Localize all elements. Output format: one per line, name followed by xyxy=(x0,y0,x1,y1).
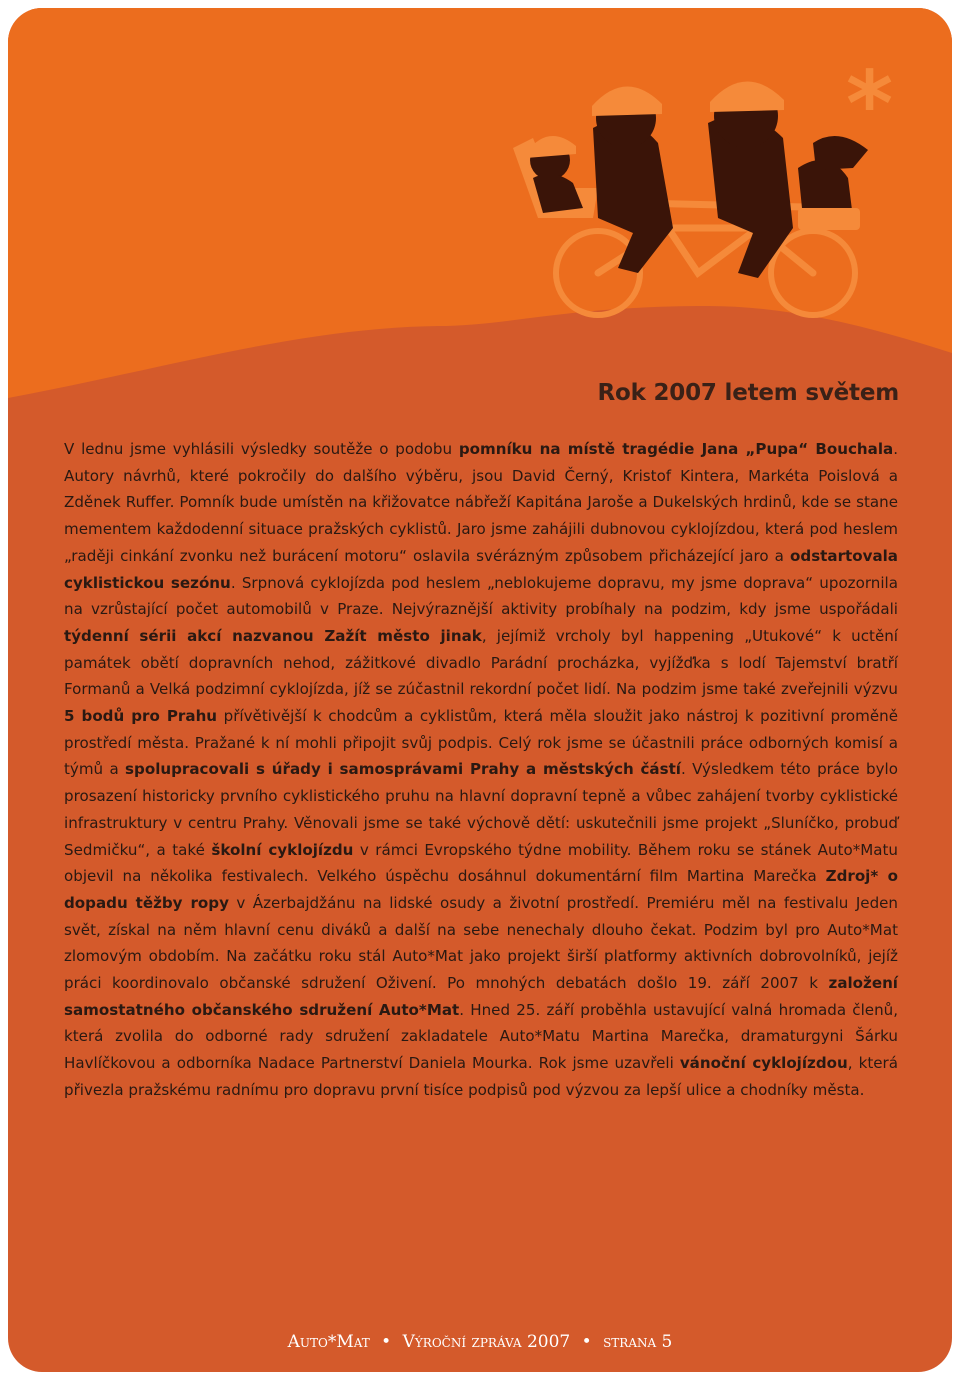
footer-bullet: • xyxy=(581,1332,592,1352)
body-text-run: , která přivezla pražskému radnímu pro dopravu první tisíce podpisů pod výzvou za lepší ulice a chodníky města. xyxy=(64,1054,898,1099)
body-highlight: spolupracovali s úřady i samosprávami Prahy a městských částí xyxy=(125,760,681,779)
page-title: Rok 2007 letem světem xyxy=(597,380,899,406)
body-highlight: týdenní sérii akcí nazvanou Zažít město jinak xyxy=(64,626,482,645)
body-text-run: . Hned 25. září proběhla ustavující valná hromada členů, která zvolila do odborné rady sdružení zakladatele Auto*Matu Martina Marečka, dramaturgyni Šárku Havlíčkovou a odborníka Nadace Partnerství Daniela Mourka. Rok jsme uzavřeli xyxy=(64,1000,899,1073)
body-text-run: přívětivější k chodcům a cyklistům, která měla sloužit jako nástroj k pozitivní proměně prostředí města. Pražané k ní mohli připojit svůj podpis. Celý rok jsme se účastnili práce odborných komisí a týmů a xyxy=(64,707,898,779)
body-paragraph xyxy=(64,436,898,1104)
body-text-run: . Autory návrhů, které pokročily do dalšího výběru, jsou David Černý, Kristof Kintera, Markéta Poislová a Zděnek Ruffer. Pomník bude umístěn na křižovatce nábřeží Kapitána Jaroše a Dukelských hrdinů, kde se stane mementem každodenní situace pražských cyklistů. Jaro jsme zahájili dubnovou cyklojízdou, která pod heslem „raději cinkání zvonku než burácení motoru“ oslavila svérázným způsobem přicházející jaro a xyxy=(64,440,898,565)
page xyxy=(8,8,952,1372)
body-highlight: vánoční cyklojízdou xyxy=(679,1054,848,1073)
body-highlight: Zdroj* o dopadu těžby ropy xyxy=(64,867,898,912)
page-footer xyxy=(8,1332,952,1352)
body-highlight: pomníku na místě tragédie Jana „Pupa“ Bouchala xyxy=(458,440,894,458)
body-highlight: odstartovala cyklistickou sezónu xyxy=(64,546,898,592)
footer-page-label: strana 5 xyxy=(603,1332,673,1352)
body-text-run: . Srpnová cyklojízda pod heslem „neblokujeme dopravu, my jsme doprava“ upozornila na vzrůstající počet automobilů v Praze. Nejvýraznější aktivity probíhaly na podzim, kdy jsme uspořádali xyxy=(64,573,898,619)
rider-one-helmet xyxy=(592,86,662,116)
body-highlight: školní cyklojízdu xyxy=(211,840,354,859)
rider-two-helmet xyxy=(710,81,784,112)
body-text-run: , jejímiž vrcholy byl happening „Utukové“ k uctění památek obětí dopravních nehod, zážitkové divadlo Parádní procházka, vyjížďka s lodí Tajemství bratří Formanů a Velká podzimní cyklojízda, jíž se zúčastnil rekordní počet lidí. Na podzim jsme také zveřejnili výzvu xyxy=(64,626,898,699)
body-text-run: v Ázerbajdžánu na lidské osudy a životní prostředí. Premiéru měl na festivalu Jeden svět, získal na něm hlavní cenu diváků a další na sebe nenechaly dlouho čekat. Podzim byl pro Auto*Mat zlomovým obdobím. Na začátku roku stál Auto*Mat jako projekt širší platformy aktivních dobrovolníků, jejíž práci koordinovalo občanské sdružení Oživení. Po mnohých debatách došlo 19. září 2007 k xyxy=(64,893,899,993)
asterisk-mark: * xyxy=(846,52,894,157)
body-highlight: 5 bodů pro Prahu xyxy=(64,707,218,726)
footer-report: Výroční zpráva 2007 xyxy=(402,1332,571,1352)
dog-basket xyxy=(798,208,860,230)
body-text-run: . Výsledkem této práce bylo prosazení historicky prvního cyklistického pruhu na hlavní dopravní tepně a vůbec zahájení tvorby cyklistické infrastruktury v centru Prahy. Věnovali jsme se také výchově dětí: uskutečnili jsme projekt „Sluníčko, probuď Sedmičku“, a také xyxy=(64,760,898,859)
body-text-run: v rámci Evropského týdne mobility. Během roku se stánek Auto*Matu objevil na několika festivalech. Velkého úspěchu dosáhnul dokumentární film Martina Marečka xyxy=(64,840,898,886)
body-text-run: V lednu jsme vyhlásili výsledky soutěže o podobu xyxy=(64,440,459,458)
footer-brand: Auto*Mat xyxy=(287,1332,370,1352)
body-highlight: založení samostatného občanského sdružení Auto*Mat xyxy=(64,974,898,1019)
footer-bullet: • xyxy=(381,1332,392,1352)
